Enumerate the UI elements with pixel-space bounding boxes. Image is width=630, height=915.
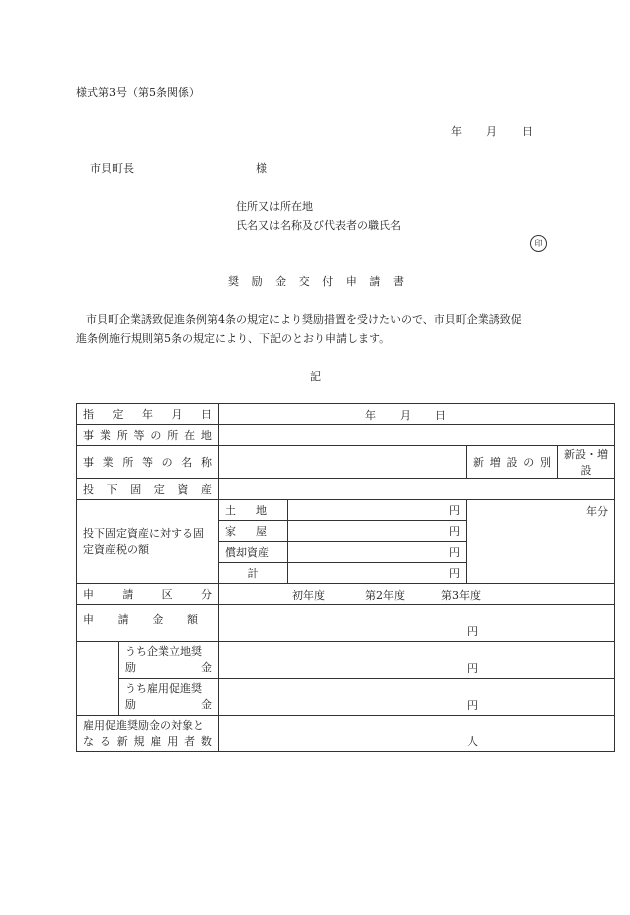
designated-date-label: 指 定 年 月 日 [83,408,212,421]
table-row [77,584,615,605]
application-table [76,403,615,752]
category-field[interactable] [219,584,615,605]
fiscal-year-field[interactable]: 年分 [467,500,615,584]
table-row [77,679,615,716]
new-employees-field[interactable]: 人 [219,716,615,752]
table-row [77,500,615,521]
table-row [77,446,615,479]
new-employees-label: 雇用促進奨励金の対象と [83,718,204,732]
new-expansion-label: 新 増 設 の 別 [473,456,551,469]
note-heading: 記 [310,370,321,383]
tax-item-land-field[interactable]: 円 [288,500,467,521]
tax-item-name: 償却資産 [219,542,288,563]
office-name-field[interactable] [219,446,467,479]
designated-date-year: 年 [365,409,376,422]
table-row [77,404,615,425]
body-text-line-2: 進条例施行規則第5条の規定により、下記のとおり申請します。 [76,332,391,345]
office-address-field[interactable] [219,425,615,446]
category-option-2[interactable]: 第2年度 [365,589,405,602]
document-title: 奨 励 金 交 付 申 請 書 [228,275,404,288]
date-year-label: 年 [451,125,462,138]
form-number: 様式第3号（第5条関係） [76,86,200,99]
new-employees-label: な る 新 規 雇 用 者 数 [83,734,212,748]
fixed-assets-field[interactable] [219,479,615,500]
tax-item-depreciable-field[interactable]: 円 [288,542,467,563]
applicant-name-label: 氏名又は名称及び代表者の職氏名 [236,219,401,232]
table-row [77,479,615,500]
employment-subsidy-field[interactable]: 円 [219,679,615,716]
fixed-assets-label: 投 下 固 定 資 産 [83,483,212,496]
location-subsidy-label: うち企業立地奨 [125,645,202,658]
designated-date-field[interactable] [219,404,615,425]
body-text-line-1: 市貝町企業誘致促進条例第4条の規定により奨励措置を受けたいので、市貝町企業誘致促 [86,313,522,326]
office-address-label: 事 業 所 等 の 所 在 地 [83,429,212,442]
table-row [77,425,615,446]
addressee: 市貝町長 [90,162,134,175]
category-option-3[interactable]: 第3年度 [441,589,481,602]
tax-item-total-field[interactable]: 円 [288,563,467,584]
table-row [77,605,615,642]
date-month-label: 月 [486,125,497,138]
amount-field[interactable]: 円 [219,605,615,642]
tax-item-name: 家 屋 [225,525,267,538]
table-row [77,716,615,752]
office-name-label: 事 業 所 等 の 名 称 [83,456,212,469]
amount-label: 申 請 金 額 [83,613,198,626]
tax-label: 投下固定資産に対する固定資産税の額 [77,500,219,584]
new-expansion-value[interactable]: 新設・増設 [558,446,615,479]
designated-date-month: 月 [400,409,411,422]
tax-item-name: 計 [219,563,288,584]
employment-subsidy-label: 励 金 [125,698,212,711]
seal-icon: 印 [530,235,547,252]
table-row [77,642,615,679]
honorific: 様 [256,162,267,175]
location-subsidy-label: 励 金 [125,661,212,674]
employment-subsidy-label: うち雇用促進奨 [125,682,202,695]
location-subsidy-field[interactable]: 円 [219,642,615,679]
category-option-1[interactable]: 初年度 [292,589,325,602]
designated-date-day: 日 [435,409,446,422]
applicant-address-label: 住所又は所在地 [236,200,313,213]
tax-item-building-field[interactable]: 円 [288,521,467,542]
tax-item-name: 土 地 [225,504,267,517]
category-label: 申 請 区 分 [83,588,212,601]
date-day-label: 日 [522,125,533,138]
